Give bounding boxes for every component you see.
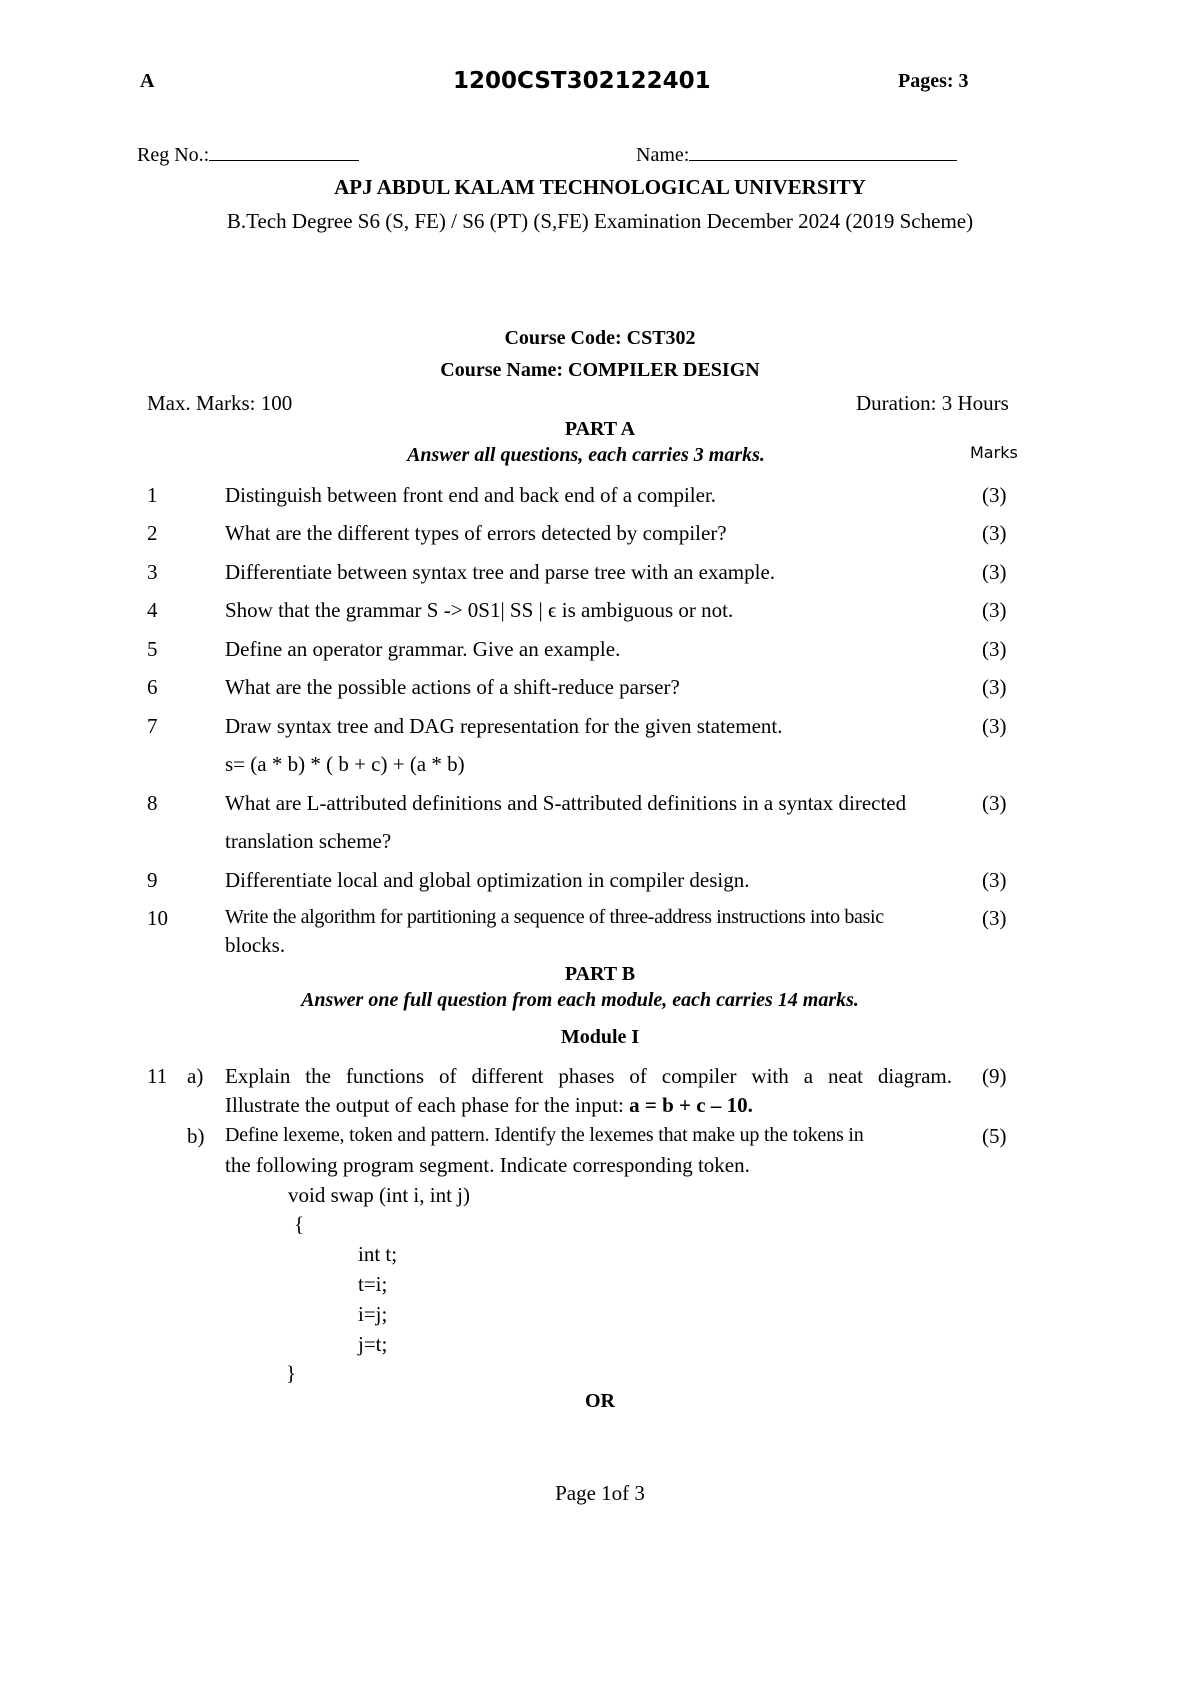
code-line: t=i;: [358, 1272, 388, 1296]
set-label: A: [140, 70, 155, 92]
question-marks: (3): [982, 560, 1007, 584]
question-text: What are L-attributed definitions and S-attributed definitions in a syntax directed: [225, 791, 907, 815]
question-marks: (3): [982, 598, 1007, 622]
question-text: Explain the functions of different phases of compiler with a neat diagram.: [225, 1064, 952, 1088]
module-title: Module I: [560, 1026, 640, 1048]
course-name: Course Name: COMPILER DESIGN: [440, 359, 760, 381]
question-text: Show that the grammar S -> 0S1| SS | ϵ is ambiguous or not.: [225, 598, 734, 622]
marks-header: Marks: [970, 443, 1018, 462]
question-number: 3: [147, 560, 158, 584]
question-number: 9: [147, 868, 158, 892]
question-marks: (3): [982, 483, 1007, 507]
question-text: Define an operator grammar. Give an example.: [225, 637, 621, 661]
part-a-instruction: Answer all questions, each carries 3 marks.: [407, 444, 765, 466]
question-number: 8: [147, 791, 158, 815]
reg-no-field: [137, 142, 359, 167]
question-number: 1: [147, 483, 158, 507]
or-separator: OR: [585, 1390, 615, 1412]
question-marks: (3): [982, 675, 1007, 699]
question-text: Distinguish between front end and back end of a compiler.: [225, 483, 717, 507]
reg-no-label: Reg No.:: [137, 144, 210, 166]
duration: Duration: 3 Hours: [856, 391, 1009, 415]
question-text: Differentiate local and global optimization in compiler design.: [225, 868, 750, 892]
question-marks: (3): [982, 521, 1007, 545]
question-marks: (5): [982, 1124, 1007, 1148]
question-number: 10: [147, 906, 168, 930]
question-number: 2: [147, 521, 158, 545]
paper-code: 1200CST302122401: [453, 68, 711, 94]
question-text-continued: [225, 1093, 753, 1118]
max-marks: Max. Marks: 100: [147, 391, 293, 415]
code-line: i=j;: [358, 1302, 388, 1326]
question-marks: (3): [982, 791, 1007, 815]
name-label: Name:: [636, 144, 690, 166]
code-line: {: [294, 1212, 305, 1236]
question-text: What are the possible actions of a shift-reduce parser?: [225, 675, 680, 699]
course-code: Course Code: CST302: [504, 327, 696, 349]
question-number: 7: [147, 714, 158, 738]
question-text-prefix: Illustrate the output of each phase for the input:: [225, 1093, 630, 1117]
question-text-continued: translation scheme?: [225, 829, 392, 853]
name-blank: [689, 142, 957, 161]
subquestion-label: b): [187, 1124, 205, 1148]
code-line: int t;: [358, 1242, 398, 1266]
question-text: Draw syntax tree and DAG representation for the given statement.: [225, 714, 783, 738]
university-name: APJ ABDUL KALAM TECHNOLOGICAL UNIVERSITY: [334, 175, 866, 199]
question-marks: (9): [982, 1064, 1007, 1088]
code-line: void swap (int i, int j): [288, 1183, 470, 1207]
page-count: Pages: 3: [898, 70, 969, 92]
question-text: Differentiate between syntax tree and parse tree with an example.: [225, 560, 776, 584]
code-line: j=t;: [358, 1332, 388, 1356]
question-text-continued: the following program segment. Indicate corresponding token.: [225, 1153, 750, 1177]
code-line: }: [286, 1361, 297, 1385]
question-text-continued: blocks.: [225, 933, 286, 957]
question-number: 4: [147, 598, 158, 622]
input-expression: a = b + c – 10.: [629, 1093, 753, 1117]
question-marks: (3): [982, 637, 1007, 661]
name-field: [636, 142, 957, 167]
part-a-title: PART A: [564, 418, 636, 440]
part-b-instruction: Answer one full question from each module, each carries 14 marks.: [301, 989, 859, 1011]
part-b-title: PART B: [564, 963, 636, 985]
exam-title: B.Tech Degree S6 (S, FE) / S6 (PT) (S,FE) Examination December 2024 (2019 Scheme): [226, 209, 974, 233]
question-number: 11: [147, 1064, 168, 1088]
page-footer: Page 1of 3: [555, 1481, 645, 1505]
question-marks: (3): [982, 868, 1007, 892]
question-text: Define lexeme, token and pattern. Identify the lexemes that make up the tokens in: [225, 1124, 864, 1146]
question-text-continued: s= (a * b) * ( b + c) + (a * b): [225, 752, 465, 776]
question-text: Write the algorithm for partitioning a sequence of three-address instructions into basic: [225, 906, 884, 928]
question-marks: (3): [982, 906, 1007, 930]
question-marks: (3): [982, 714, 1007, 738]
subquestion-label: a): [187, 1064, 204, 1088]
question-text: What are the different types of errors detected by compiler?: [225, 521, 727, 545]
reg-no-blank: [209, 142, 359, 161]
question-number: 6: [147, 675, 158, 699]
question-number: 5: [147, 637, 158, 661]
